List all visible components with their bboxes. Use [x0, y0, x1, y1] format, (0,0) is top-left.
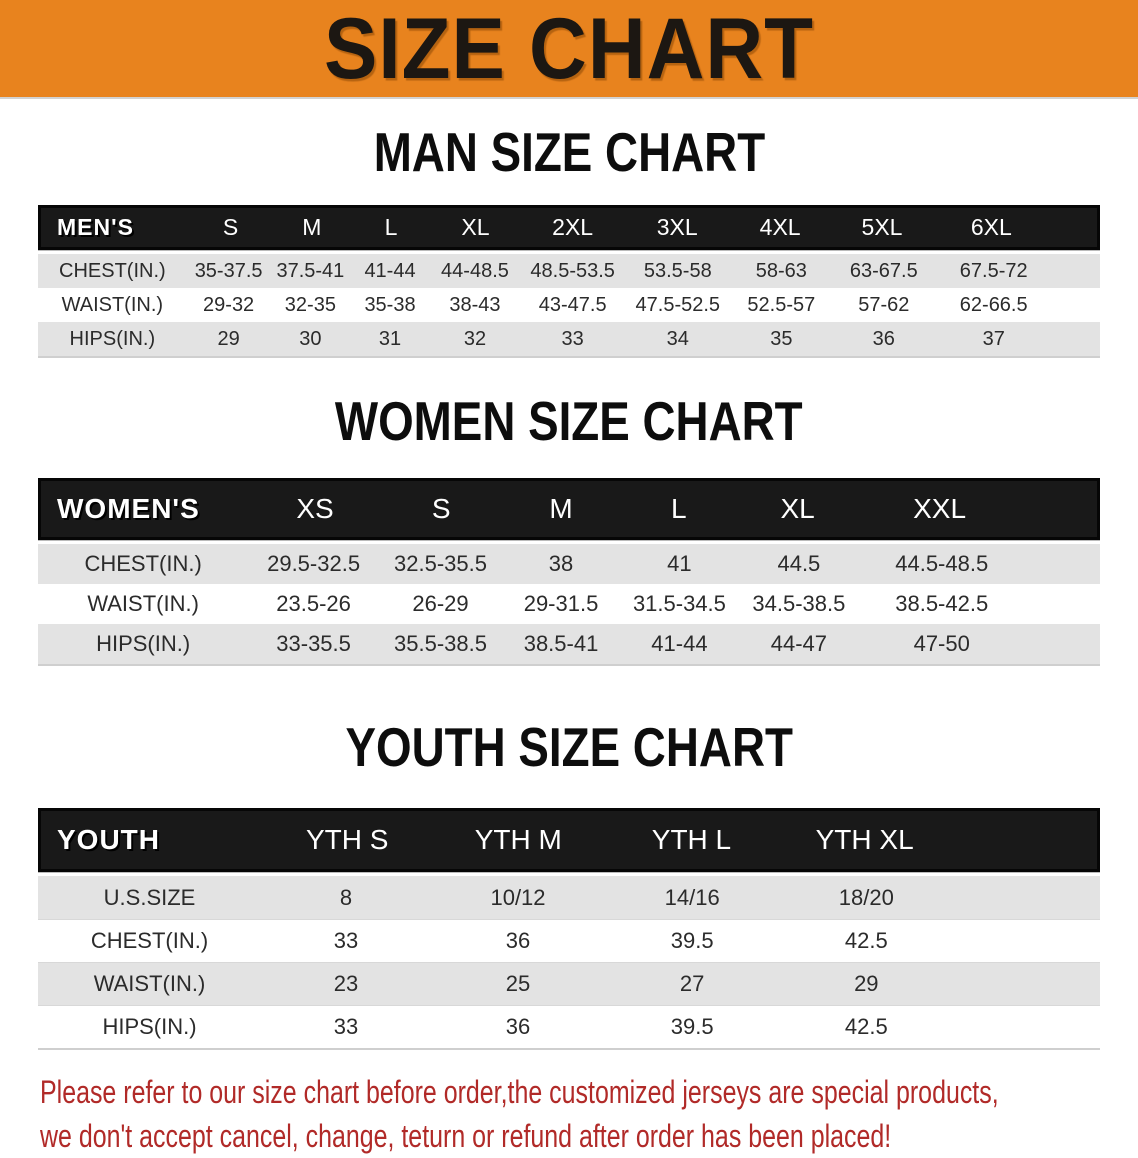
order-disclaimer: [40, 1070, 1138, 1158]
youth-section-heading: [0, 717, 1138, 786]
cell: 44.5-48.5: [895, 551, 989, 576]
column-header-s: S: [431, 493, 451, 524]
column-header-xl: XL: [461, 214, 490, 240]
cell: 29-32: [203, 293, 255, 316]
column-header-xl: XL: [780, 493, 815, 524]
cell: 35-37.5: [194, 259, 263, 282]
cell: 37.5-41: [276, 259, 345, 282]
column-header-yth-l: YTH L: [651, 824, 732, 855]
column-header-2xl: 2XL: [552, 214, 594, 240]
disclaimer-line-2: we don't accept cancel, change, teturn or refund after order has been placed!: [40, 1118, 892, 1154]
youth-hips-row: [38, 1005, 1100, 1048]
row-label: HIPS(IN.): [96, 631, 191, 656]
youth-table-label: YOUTH: [57, 824, 160, 855]
women-size-table: [38, 478, 1100, 664]
cell: 47-50: [913, 631, 970, 656]
column-header-xs: XS: [296, 493, 334, 524]
women-waist-row: [38, 584, 1100, 624]
cell: 44-47: [770, 631, 828, 656]
cell: 29: [217, 327, 240, 350]
banner-title: SIZE CHART: [324, 0, 814, 97]
row-label: CHEST(IN.): [59, 259, 166, 282]
cell: 26-29: [412, 591, 469, 616]
cell: 32.5-35.5: [394, 551, 487, 576]
cell: 57-62: [858, 293, 910, 316]
cell: 36: [872, 327, 895, 350]
women-size-section: [0, 391, 1138, 664]
women-chest-row: [38, 544, 1100, 584]
cell: 58-63: [755, 259, 807, 282]
row-label: WAIST(IN.): [87, 591, 199, 616]
cell: 62-66.5: [959, 293, 1028, 316]
cell: 33-35.5: [276, 631, 351, 656]
cell: 32: [463, 327, 487, 350]
youth-table-header-row: [38, 808, 1100, 872]
men-waist-row: [38, 288, 1100, 322]
cell: 35.5-38.5: [394, 631, 487, 656]
youth-ussize-row: [38, 876, 1100, 919]
cell: 23.5-26: [276, 591, 351, 616]
cell: 33: [333, 928, 359, 953]
youth-waist-row: [38, 962, 1100, 1005]
column-header-m: M: [549, 493, 573, 524]
cell: 34.5-38.5: [752, 591, 846, 616]
cell: 29.5-32.5: [267, 551, 361, 576]
men-chest-row: [38, 254, 1100, 288]
cell: 29-31.5: [523, 591, 599, 616]
row-label: HIPS(IN.): [102, 1014, 197, 1039]
cell: 52.5-57: [747, 293, 816, 316]
women-table-label: WOMEN'S: [57, 493, 200, 524]
cell: 32-35: [284, 293, 336, 316]
column-header-4xl: 4XL: [759, 214, 801, 240]
disclaimer-line-1: Please refer to our size chart before order,the customized jerseys are special products,: [40, 1074, 999, 1110]
youth-chest-row: [38, 919, 1100, 962]
youth-heading-text: YOUTH SIZE CHART: [345, 717, 793, 779]
cell: 39.5: [670, 1014, 714, 1039]
cell: 42.5: [844, 928, 888, 953]
cell: 10/12: [490, 884, 546, 910]
row-label: CHEST(IN.): [84, 551, 202, 576]
women-table-header-row: [38, 478, 1100, 540]
column-header-3xl: 3XL: [656, 214, 698, 240]
cell: 53.5-58: [643, 259, 712, 282]
cell: 18/20: [838, 884, 894, 910]
man-section-heading: [0, 122, 1138, 191]
column-header-m: M: [302, 214, 322, 240]
cell: 43-47.5: [538, 293, 607, 316]
column-header-yth-s: YTH S: [305, 824, 389, 855]
men-hips-row: [38, 322, 1100, 356]
cell: 39.5: [670, 928, 714, 953]
column-header-5xl: 5XL: [861, 214, 903, 240]
youth-size-table: [38, 808, 1100, 1048]
cell: 38: [548, 551, 574, 576]
cell: 41-44: [651, 631, 708, 656]
cell: 38.5-41: [523, 631, 599, 656]
cell: 23: [333, 971, 359, 996]
cell: 30: [299, 327, 322, 350]
cell: 35: [770, 327, 793, 350]
man-heading-text: MAN SIZE CHART: [373, 122, 765, 184]
cell: 41: [667, 551, 692, 576]
cell: 38-43: [449, 293, 501, 316]
cell: 36: [505, 1014, 531, 1039]
column-header-l: L: [670, 493, 687, 524]
row-label: U.S.SIZE: [103, 884, 196, 910]
cell: 27: [679, 971, 705, 996]
row-label: WAIST(IN.): [93, 971, 206, 996]
women-heading-text: WOMEN SIZE CHART: [335, 391, 803, 453]
men-table-header-row: [38, 205, 1100, 250]
column-header-yth-m: YTH M: [474, 824, 562, 855]
cell: 8: [339, 884, 353, 910]
cell: 38.5-42.5: [895, 591, 989, 616]
man-size-section: [0, 122, 1138, 356]
men-size-table: [38, 205, 1100, 356]
cell: 14/16: [664, 884, 720, 910]
row-label: HIPS(IN.): [69, 327, 156, 350]
women-hips-row: [38, 624, 1100, 664]
men-table-label: MEN'S: [57, 214, 134, 240]
row-label: CHEST(IN.): [90, 928, 209, 953]
youth-size-section: [0, 717, 1138, 1048]
cell: 31: [378, 327, 402, 350]
cell: 44-48.5: [441, 259, 509, 282]
cell: 35-38: [364, 293, 416, 316]
column-header-yth-xl: YTH XL: [815, 824, 914, 855]
cell: 33: [333, 1014, 359, 1039]
cell: 34: [666, 327, 689, 350]
cell: 33: [561, 327, 584, 350]
column-header-s: S: [222, 214, 239, 240]
cell: 31.5-34.5: [632, 591, 726, 616]
women-section-heading: [0, 391, 1138, 460]
cell: 29: [854, 971, 879, 996]
column-header-xxl: XXL: [913, 493, 967, 524]
column-header-l: L: [384, 214, 398, 240]
size-chart-banner: [0, 0, 1138, 99]
cell: 41-44: [364, 259, 416, 282]
cell: 36: [505, 928, 531, 953]
cell: 63-67.5: [849, 259, 918, 282]
column-header-6xl: 6XL: [970, 214, 1012, 240]
row-label: WAIST(IN.): [61, 293, 164, 316]
cell: 25: [505, 971, 531, 996]
cell: 47.5-52.5: [635, 293, 721, 316]
cell: 48.5-53.5: [530, 259, 615, 282]
cell: 37: [982, 327, 1005, 350]
cell: 67.5-72: [959, 259, 1028, 282]
cell: 42.5: [844, 1014, 888, 1039]
cell: 44.5: [777, 551, 821, 576]
